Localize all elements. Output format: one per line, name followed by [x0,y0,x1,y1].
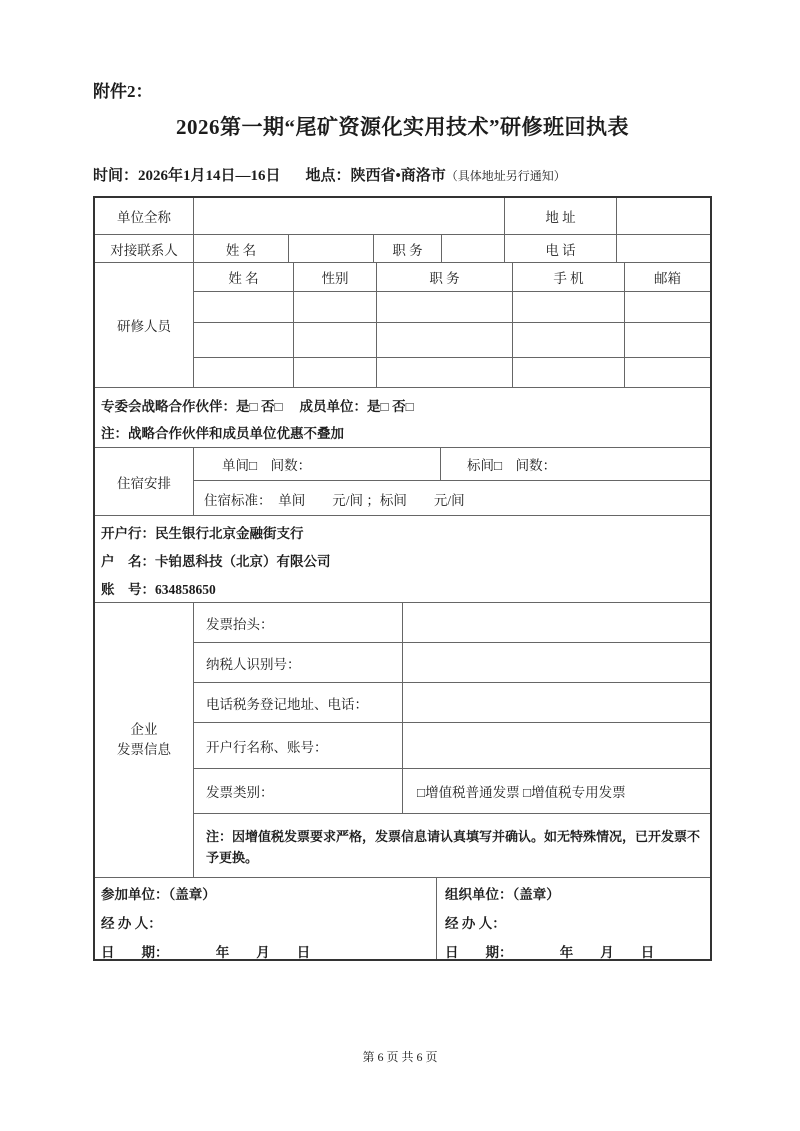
organizer-unit-line: 组织单位：（盖章） [445,887,560,902]
address-label: 地 址 [505,198,617,234]
trainee-blank-cell [513,292,625,322]
bank-section [95,515,710,602]
unit-name-blank-cell [194,198,505,234]
trainee-blank-cell [377,323,513,357]
trainee-blank-cell [294,358,377,388]
participant-date-line: 日 期： 年 月 日 [101,945,311,960]
trainee-blank-row [194,322,710,357]
lodging-grid [194,448,710,515]
invoice-field-row [194,682,710,722]
invoice-label-line2: 发票信息 [117,742,171,757]
invoice-grid [194,603,710,877]
invoice-label [95,603,194,877]
lodging-room-row [194,448,710,480]
contact-phone-label: 电 话 [505,235,617,262]
invoice-label-line1: 企业 [130,722,158,737]
invoice-note-text: 注：因增值税发票要求严格，发票信息请认真填写并确认。如无特殊情况，已开发票不予更换。 [206,829,701,865]
bank-account-number-line: 账 号：634858650 [101,582,216,597]
invoice-section [95,602,710,877]
meta-place: 地点：陕西省•商洛市 [305,168,446,184]
organizer-date-line: 日 期： 年 月 日 [445,945,655,960]
trainee-blank-cell [377,292,513,322]
partner-section [95,387,710,447]
attachment-label: 附件2： [93,82,153,101]
contact-label: 对接联系人 [95,235,194,262]
meta-place-note: （具体地址另行通知） [445,169,566,183]
invoice-type-label: 发票类别： [194,769,403,813]
invoice-field-row [194,768,710,813]
reply-form-table [93,196,712,961]
trainees-col-name: 姓 名 [194,263,294,291]
contact-name-label: 姓 名 [194,235,289,262]
bank-text-cell [95,516,710,602]
trainee-blank-cell [294,323,377,357]
partner-text-cell [95,388,710,447]
trainees-col-email: 邮箱 [654,271,681,286]
signature-right-cell [437,878,710,959]
invoice-taxid-label: 纳税人识别号： [194,643,403,682]
signature-left-cell [95,878,437,959]
invoice-bank-value-cell [403,723,710,768]
page-title: 2026第一期“尾矿资源化实用技术”研修班回执表 [176,115,629,139]
trainees-section [95,262,710,387]
trainee-blank-cell [194,358,294,388]
meta-line [93,166,712,186]
invoice-bank-label: 开户行名称、账号： [194,723,403,768]
trainee-blank-cell [194,292,294,322]
lodging-single-room: 单间□ 间数： [194,448,441,480]
page-number: 第 6 页 共 6 页 [362,1050,438,1064]
invoice-note-cell [194,814,710,877]
lodging-section [95,447,710,515]
participant-unit-line: 参加单位：（盖章） [101,887,216,902]
contact-duty-blank-cell [442,235,505,262]
lodging-rate-line: 住宿标准： 单间 元/间 ；标间 元/间 [204,492,465,508]
trainee-blank-cell [377,358,513,388]
trainee-blank-cell [513,323,625,357]
invoice-title-label: 发票抬头： [194,603,403,642]
address-blank-cell [617,198,710,234]
organizer-agent-line: 经 办 人： [445,916,506,931]
bank-account-name-line: 户 名：卡铂恩科技（北京）有限公司 [101,554,331,569]
partner-line2: 注：战略合作伙伴和成员单位优惠不叠加 [101,426,344,441]
lodging-rate-row [194,480,710,516]
unit-row [95,198,710,234]
invoice-taxid-value-cell [403,643,710,682]
invoice-title-value-cell [403,603,710,642]
trainees-header-row [194,263,710,291]
trainee-blank-cell [194,323,294,357]
contact-phone-blank-cell [617,235,710,262]
unit-name-label: 单位全称 [95,198,194,234]
participant-agent-line: 经 办 人： [101,916,162,931]
signature-section [95,877,710,959]
bank-branch-line: 开户行：民生银行北京金融街支行 [101,526,304,541]
trainee-blank-cell [625,323,710,357]
invoice-field-row [194,642,710,682]
trainees-grid [194,263,710,387]
invoice-type-options: □增值税普通发票 □增值税专用发票 [417,785,626,800]
invoice-address-label: 电话税务登记地址、电话： [194,683,403,722]
invoice-note-row [194,813,710,877]
contact-name-blank-cell [289,235,374,262]
invoice-field-row [194,603,710,642]
trainee-blank-cell [625,358,710,388]
trainee-blank-cell [625,292,710,322]
partner-line1: 专委会战略合作伙伴：是□ 否□ 成员单位：是□ 否□ [101,399,414,414]
trainee-blank-row [194,357,710,388]
invoice-field-row [194,722,710,768]
contact-row [95,234,710,262]
trainees-col-mobile: 手 机 [513,263,625,291]
trainee-blank-row [194,291,710,322]
trainees-col-gender: 性别 [294,263,377,291]
trainee-blank-cell [294,292,377,322]
trainees-col-duty: 职 务 [377,263,513,291]
trainees-label: 研修人员 [95,263,194,387]
lodging-label: 住宿安排 [95,448,194,515]
invoice-address-value-cell [403,683,710,722]
contact-duty-label: 职 务 [374,235,442,262]
lodging-standard-room: 标间□ 间数： [467,458,557,473]
meta-time: 时间：2026年1月14日—16日 [93,168,281,184]
trainee-blank-cell [513,358,625,388]
